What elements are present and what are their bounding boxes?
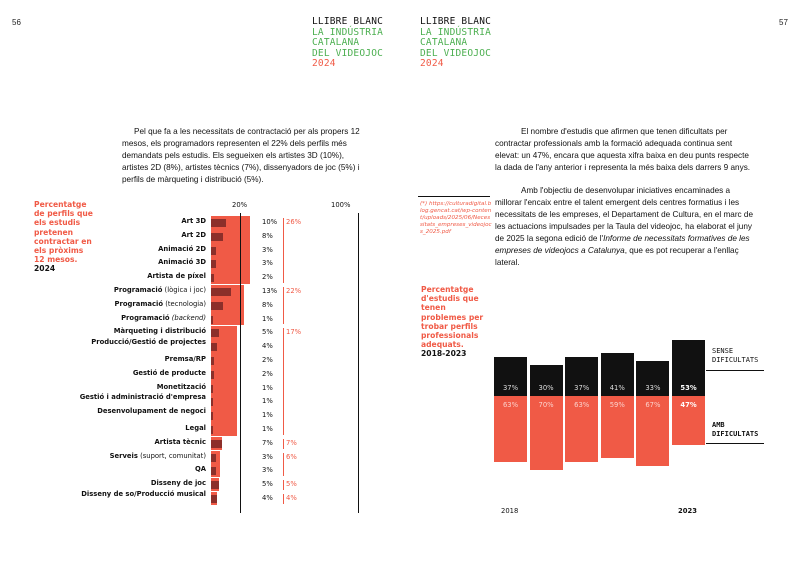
value-label: 3%	[262, 466, 273, 475]
value-label: 1%	[262, 411, 273, 420]
value-label: 2%	[262, 369, 273, 378]
right-paragraph-2-a: Amb l'objectiu de desenvolupar iniciatives encaminades a millorar l'encaix entre el talent emergent dels centres formatius i les necessitats de les empreses, el Departament de Cultura, en el marc de les actuacions impulsades per la Taula del videojoc, ha elaborat el juny de 2025 la segona edició de l'	[495, 186, 754, 243]
value-label: 5%	[262, 328, 273, 337]
axis-label-20: 20%	[232, 201, 248, 209]
header-title: LLIBRE BLANC	[312, 16, 384, 27]
value-label: 4%	[262, 342, 273, 351]
legend-with-rule	[706, 443, 764, 444]
label-amb-2018: 63%	[502, 401, 519, 409]
row-label-text: Serveis	[109, 451, 138, 460]
value-label: 8%	[262, 300, 273, 309]
value-label: 1%	[262, 383, 273, 392]
label-amb-2023: 47%	[680, 401, 697, 409]
legend-without-rule	[706, 370, 764, 371]
row-label-text: Gestió i administració d'empresa	[79, 393, 206, 402]
group-total-label: 7%	[283, 439, 297, 449]
legend-without: SENSE DIFICULTATS	[712, 347, 759, 364]
value-label: 1%	[262, 397, 273, 406]
row-label-text: Programació	[114, 299, 164, 308]
row-label-text: Programació	[121, 313, 170, 322]
label-amb-2021: 59%	[609, 401, 625, 409]
value-label: 4%	[262, 494, 273, 502]
right-paragraph-1: El nombre d'estudis que afirmen que tenen dificultats per contractar professionals amb la formació adequada continua sent elevat: un 47%, encara que aquesta xifra baixa en deu punts respecte la dada de l'any anterior i representa la més baixa dels darrers 9 anys.	[495, 127, 751, 172]
row-label-text: Legal	[185, 424, 206, 432]
value-label: 8%	[262, 231, 273, 240]
row-label-text: Art 3D	[181, 217, 206, 225]
footnote-link[interactable]: (*) https://culturadigital.blog.gencat.cat/wp-content/uploads/2025/06/Necessitats_empreses_videojocs_2025.pdf	[420, 201, 492, 235]
header-year: 2024	[312, 58, 336, 69]
group-total-label: 22%	[283, 287, 301, 324]
value-label: 2%	[262, 273, 273, 282]
right-chart-years: 2018-2023	[421, 349, 467, 359]
value-label: 1%	[262, 425, 273, 433]
row-label-text: Artista de píxel	[147, 272, 206, 281]
row-label-sub: (lògica i joc)	[162, 286, 206, 294]
axis-label-100: 100%	[331, 201, 351, 209]
x-label-start: 2018	[501, 507, 519, 515]
report-title: Informe de necessitats formatives de les empreses de videojocs a Catalunya	[495, 234, 750, 255]
row-label-sub: (backend)	[169, 313, 206, 322]
row-label-text: Monetització	[156, 382, 206, 391]
page-number-left: 56	[12, 18, 21, 27]
label-sense-2022: 33%	[645, 384, 661, 392]
row-label-sub: (tecnologia)	[163, 299, 206, 308]
row-label-text: Màrqueting i distribució	[113, 327, 206, 336]
label-amb-2019: 70%	[538, 401, 554, 409]
row-label-text: Art 2D	[181, 230, 206, 239]
label-sense-2021: 41%	[609, 384, 625, 392]
row-label-text: Disseny de joc	[150, 479, 206, 488]
label-sense-2023: 53%	[680, 384, 697, 392]
header-sub1: LA INDÚSTRIA	[420, 26, 492, 38]
header-title: LLIBRE BLANC	[420, 16, 492, 27]
value-label: 2%	[262, 356, 273, 364]
row-label-text: Disseny de so/Producció musical	[81, 490, 206, 498]
row-label-text: Programació	[113, 286, 163, 294]
label-sense-2018: 37%	[502, 384, 519, 392]
left-paragraph: Pel que fa a les necessitats de contractació per als propers 12 mesos, els programadors representen el 22% dels perfils més demandats pels estudis. Els segueixen els artistes 3D (10%), artistes 2D (8%), artistes tècnics (7%), dissenyadors de joc (5%) i perfils de màrqueting i distribució (5%).	[122, 127, 360, 184]
header-sub2: CATALANA	[420, 37, 468, 48]
row-label-text: Artista tècnic	[154, 437, 206, 446]
value-label: 5%	[262, 480, 273, 489]
row-label-text: QA	[194, 465, 206, 474]
header-sub2: CATALANA	[312, 37, 360, 48]
page-number-right: 57	[779, 18, 788, 27]
row-label-text: Producció/Gestió de projectes	[91, 338, 206, 347]
row-label-sub: (suport, comunitat)	[137, 451, 206, 460]
header-sub3: DEL VIDEOJOC	[420, 47, 492, 59]
label-sense-2019: 30%	[538, 384, 554, 392]
x-label-end: 2023	[678, 507, 697, 515]
left-chart-title-text: Percentatge de perfils que els estudis pretenen contractar en els pròxims 12 mesos.	[34, 200, 93, 265]
label-sense-2020: 37%	[574, 384, 590, 392]
group-total-label: 4%	[283, 494, 297, 504]
row-label-text: Animació 2D	[158, 244, 206, 253]
left-chart-year: 2024	[34, 264, 56, 274]
row-label-text: Gestió de producte	[132, 368, 206, 377]
value-label: 3%	[262, 259, 273, 268]
header-sub3: DEL VIDEOJOC	[312, 47, 384, 59]
value-label: 3%	[262, 452, 273, 461]
value-label: 3%	[262, 245, 273, 254]
group-total-label: 17%	[283, 328, 301, 434]
row-label-text: Animació 3D	[158, 258, 206, 267]
group-total-label: 26%	[283, 218, 301, 283]
value-label: 10%	[262, 218, 278, 226]
header-sub1: LA INDÚSTRIA	[312, 26, 384, 38]
right-chart-title-text: Percentatge d'estudis que tenen problemes per trobar perfils professionals adequats.	[421, 285, 484, 350]
legend-with: AMB DIFICULTATS	[712, 421, 759, 438]
label-amb-2020: 63%	[574, 401, 590, 409]
row-label-text: Premsa/RP	[164, 355, 206, 363]
row-label-text: Desenvolupament de negoci	[97, 407, 206, 416]
group-total-label: 5%	[283, 480, 297, 490]
header-year: 2024	[420, 58, 444, 69]
value-label: 1%	[262, 314, 273, 323]
group-total-label: 6%	[283, 453, 297, 477]
value-label: 13%	[262, 287, 278, 295]
right-paragraph-2-b: , que es pot recuperar a l'enllaç lateral.	[495, 246, 739, 267]
label-amb-2022: 67%	[645, 401, 661, 409]
value-label: 7%	[262, 438, 273, 447]
